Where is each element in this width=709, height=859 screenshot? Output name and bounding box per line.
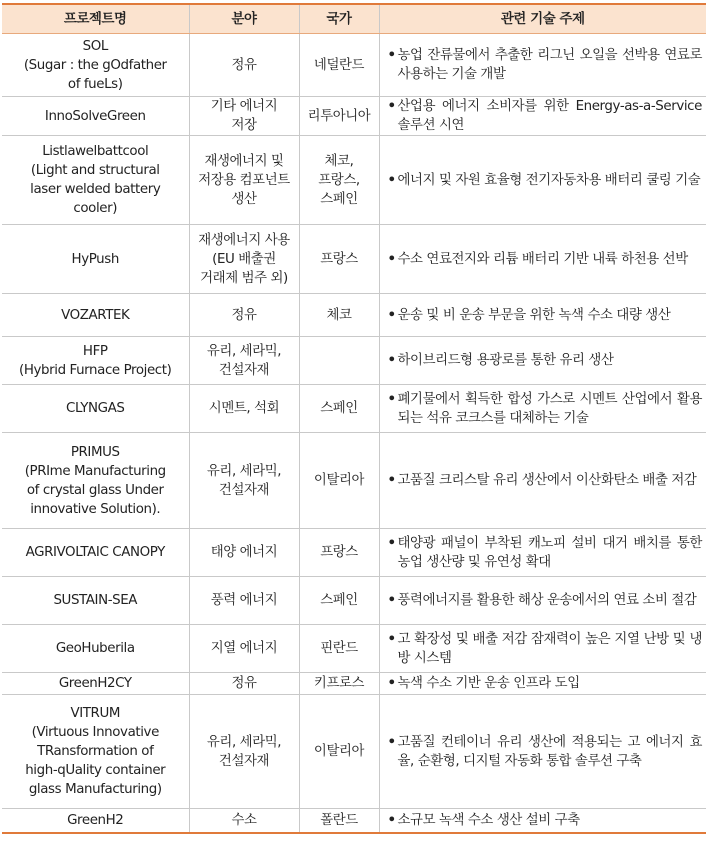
project-name-cell: PRIMUS (PRIme Manufacturing of crystal glass Under innovative Solution). (2, 433, 189, 529)
table-row (2, 529, 706, 577)
project-name-cell: InnoSolveGreen (2, 97, 189, 136)
field-cell: 유리, 세라믹, 건설자재 (189, 695, 299, 809)
header-project-name: 프로젝트명 (2, 4, 189, 34)
project-name-cell: SOL (Sugar : the gOdfather of fueLs) (2, 34, 189, 97)
project-name-cell: AGRIVOLTAIC CANOPY (2, 529, 189, 577)
topic-text: 고품질 컨테이너 유리 생산에 적용되는 고 에너지 효율, 순환형, 디지털 자동화 통합 솔루션 구축 (397, 734, 702, 769)
topic-text: 소규모 녹색 수소 생산 설비 구축 (397, 812, 580, 828)
country-cell (299, 337, 379, 385)
table-row (2, 136, 706, 225)
topic-text: 풍력에너지를 활용한 해상 운송에서의 연료 소비 절감 (397, 593, 697, 608)
table-row (2, 695, 706, 809)
bullet-icon: • (387, 353, 396, 368)
country-cell: 네덜란드 (299, 34, 379, 97)
topic-cell (379, 385, 706, 433)
header-row (2, 4, 706, 34)
country-cell: 프랑스 (299, 225, 379, 294)
country-cell: 체코 (299, 294, 379, 337)
field-cell: 정유 (189, 294, 299, 337)
project-name-cell: SUSTAIN-SEA (2, 577, 189, 625)
topic-cell (379, 97, 706, 136)
bullet-icon: • (387, 307, 396, 323)
table-row (2, 577, 706, 625)
table-row (2, 294, 706, 337)
topic-text: 운송 및 비 운송 부문을 위한 녹색 수소 대량 생산 (397, 307, 671, 323)
bullet-icon: • (387, 593, 396, 608)
topic-cell (379, 673, 706, 695)
table-row (2, 34, 706, 97)
topic-text: 수소 연료전지와 리튬 배터리 기반 내륙 하천용 선박 (397, 251, 688, 267)
country-cell: 프랑스 (299, 529, 379, 577)
topic-text: 폐기물에서 획득한 합성 가스로 시멘트 산업에서 활용되는 석유 코크스를 대체하는 기술 (397, 391, 702, 426)
field-cell: 시멘트, 석회 (189, 385, 299, 433)
project-name-cell: GreenH2 (2, 809, 189, 833)
field-cell: 유리, 세라믹, 건설자재 (189, 433, 299, 529)
topic-text: 고 확장성 및 배출 저감 잠재력이 높은 지열 난방 및 냉방 시스템 (397, 631, 702, 666)
topic-text: 고품질 크리스탈 유리 생산에서 이산화탄소 배출 저감 (397, 473, 697, 488)
table-row (2, 225, 706, 294)
bullet-icon: • (387, 391, 396, 407)
field-cell: 재생에너지 사용 (EU 배출권 거래제 범주 외) (189, 225, 299, 294)
topic-text: 녹색 수소 기반 운송 인프라 도입 (397, 676, 580, 691)
country-cell: 키프로스 (299, 673, 379, 695)
project-name-cell: HyPush (2, 225, 189, 294)
table-row (2, 337, 706, 385)
project-name-cell: VOZARTEK (2, 294, 189, 337)
bullet-icon: • (387, 535, 396, 551)
topic-cell (379, 529, 706, 577)
field-cell: 정유 (189, 673, 299, 695)
bullet-icon: • (387, 676, 396, 691)
table-row (2, 625, 706, 673)
topic-cell (379, 809, 706, 833)
topic-text: 하이브리드형 용광로를 통한 유리 생산 (397, 353, 614, 368)
header-topic: 관련 기술 주제 (379, 4, 706, 34)
bullet-icon: • (387, 812, 396, 828)
country-cell: 폴란드 (299, 809, 379, 833)
topic-text: 산업용 에너지 소비자를 위한 Energy-as-a-Service 솔루션 시연 (397, 99, 702, 133)
topic-cell (379, 34, 706, 97)
bullet-icon: • (387, 99, 396, 114)
bullet-icon: • (387, 48, 396, 63)
topic-cell (379, 625, 706, 673)
bullet-icon: • (387, 172, 396, 188)
field-cell: 태양 에너지 (189, 529, 299, 577)
topic-cell (379, 577, 706, 625)
project-table (2, 3, 706, 834)
project-name-cell: CLYNGAS (2, 385, 189, 433)
table-row (2, 673, 706, 695)
topic-cell (379, 433, 706, 529)
bullet-icon: • (387, 631, 396, 647)
topic-text: 농업 잔류물에서 추출한 리그닌 오일을 선박용 연료로 사용하는 기술 개발 (397, 48, 702, 82)
country-cell: 리투아니아 (299, 97, 379, 136)
project-name-cell: VITRUM (Virtuous Innovative TRansformation of high-qUality container glass Manufacturing) (2, 695, 189, 809)
field-cell: 재생에너지 및 저장용 컴포넌트 생산 (189, 136, 299, 225)
topic-cell (379, 136, 706, 225)
table-row (2, 97, 706, 136)
table-row (2, 385, 706, 433)
bullet-icon: • (387, 734, 396, 750)
topic-cell (379, 294, 706, 337)
topic-cell (379, 695, 706, 809)
field-cell: 유리, 세라믹, 건설자재 (189, 337, 299, 385)
topic-cell (379, 337, 706, 385)
project-name-cell: HFP (Hybrid Furnace Project) (2, 337, 189, 385)
country-cell: 체코, 프랑스, 스페인 (299, 136, 379, 225)
country-cell: 이탈리아 (299, 695, 379, 809)
country-cell: 스페인 (299, 577, 379, 625)
project-name-cell: GeoHuberila (2, 625, 189, 673)
project-name-cell: Listlawelbattcool (Light and structural laser welded battery cooler) (2, 136, 189, 225)
country-cell: 이탈리아 (299, 433, 379, 529)
bullet-icon: • (387, 251, 396, 267)
header-field: 분야 (189, 4, 299, 34)
bullet-icon: • (387, 473, 396, 488)
table-row (2, 433, 706, 529)
topic-text: 에너지 및 자원 효율형 전기자동차용 배터리 쿨링 기술 (397, 172, 701, 188)
field-cell: 풍력 에너지 (189, 577, 299, 625)
header-country: 국가 (299, 4, 379, 34)
country-cell: 핀란드 (299, 625, 379, 673)
field-cell: 지열 에너지 (189, 625, 299, 673)
country-cell: 스페인 (299, 385, 379, 433)
topic-text: 태양광 패널이 부착된 캐노피 설비 대거 배치를 통한 농업 생산량 및 유연성 확대 (397, 535, 702, 570)
table-row (2, 809, 706, 833)
project-name-cell: GreenH2CY (2, 673, 189, 695)
field-cell: 수소 (189, 809, 299, 833)
topic-cell (379, 225, 706, 294)
field-cell: 기타 에너지 저장 (189, 97, 299, 136)
field-cell: 정유 (189, 34, 299, 97)
